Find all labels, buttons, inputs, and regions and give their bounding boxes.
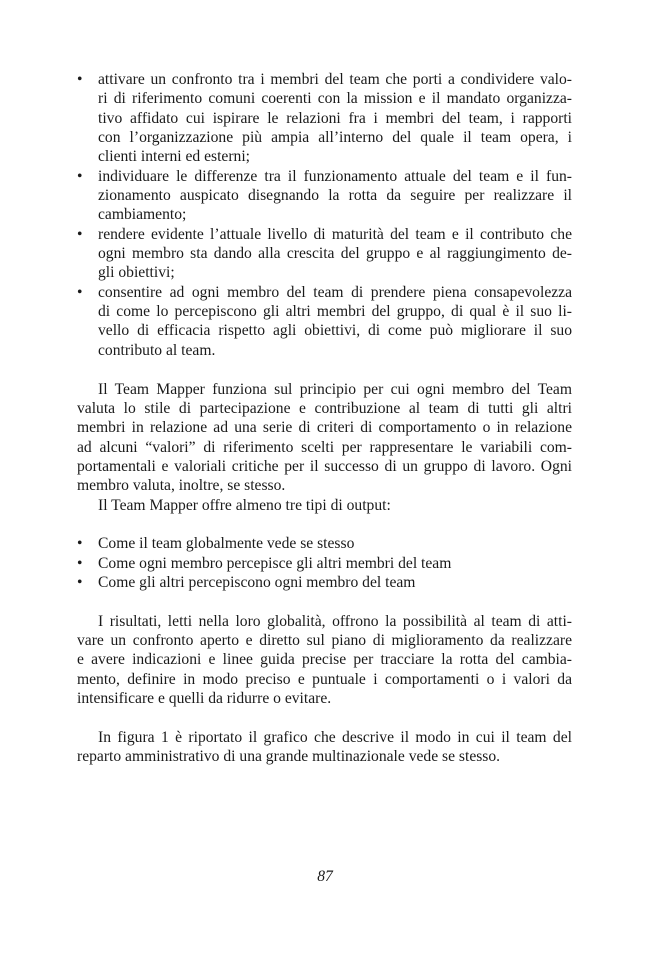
- text-line: membri in relazione ad una serie di criteri di comportamento o in relazione: [77, 419, 572, 437]
- text-line: portamentali e valoriali critiche per il successo di un gruppo di lavoro. Ogni: [77, 457, 572, 475]
- bullet-item: [77, 283, 572, 360]
- bullet-icon: •: [77, 535, 83, 553]
- paragraph: Il Team Mapper offre almeno tre tipi di output:: [98, 496, 391, 514]
- text-line: consentire ad ogni membro del team di prendere piena consapevolezza: [98, 283, 572, 301]
- paragraph: [77, 612, 572, 709]
- bullet-item: [77, 554, 572, 573]
- text-line: ri di riferimento comuni coerenti con la mission e il mandato organizza-: [98, 90, 572, 108]
- text-line: membro valuta, inoltre, se stesso.: [77, 477, 286, 495]
- text-line: zionamento auspicato disegnando la rotta da seguire per realizzare il: [98, 187, 572, 205]
- text-line: Il Team Mapper funziona sul principio per cui ogni membro del Team: [98, 380, 572, 398]
- text-line: Come ogni membro percepisce gli altri membri del team: [98, 554, 452, 572]
- text-line: di come lo percepiscono gli altri membri del gruppo, di qual è il suo li-: [98, 303, 572, 321]
- text-line: individuare le differenze tra il funzionamento attuale del team e il fun-: [98, 167, 572, 185]
- page-body: [77, 70, 572, 766]
- text-line: In figura 1 è riportato il grafico che descrive il modo in cui il team del: [98, 728, 572, 746]
- text-line: rendere evidente l’attuale livello di maturità del team e il contributo che: [98, 225, 572, 243]
- page-number: 87: [317, 868, 333, 885]
- text-line: reparto amministrativo di una grande multinazionale vede se stesso.: [77, 748, 501, 766]
- text-line: cambiamento;: [98, 206, 187, 224]
- text-line: intensificare e quelli da ridurre o evitare.: [77, 690, 332, 707]
- text-line: e avere indicazioni e linee guida precise per tracciare la rotta del cambia-: [77, 651, 572, 669]
- text-line: ad alcuni “valori” di riferimento scelti per rappresentare le variabili com-: [77, 438, 572, 456]
- text-line: Come gli altri percepiscono ogni membro del team: [98, 573, 416, 591]
- bullet-item: [77, 167, 572, 225]
- bullet-icon: •: [77, 167, 83, 185]
- text-line: mento, definire in modo preciso e puntuale i comportamenti o i valori da: [77, 670, 572, 688]
- bullet-icon: •: [77, 283, 83, 301]
- text-line: valuta lo stile di partecipazione e contribuzione al team di tutti gli altri: [77, 399, 572, 417]
- paragraph: [77, 728, 572, 767]
- text-line: attivare un confronto tra i membri del team che porti a condividere valo-: [98, 71, 572, 88]
- text-line: vello di efficacia rispetto agli obiettivi, di come può migliorare il suo: [98, 322, 572, 340]
- text-line: gli obiettivi;: [98, 264, 175, 282]
- text-line: ogni membro sta dando alla crescita del gruppo e al raggiungimento de-: [98, 245, 572, 263]
- bullet-item: [77, 225, 572, 283]
- text-line: vare un confronto aperto e diretto sul piano di miglioramento da realizzare: [77, 631, 572, 649]
- text-line: Come il team globalmente vede se stesso: [98, 535, 355, 553]
- text-line: contributo al team.: [98, 341, 216, 359]
- blank-line: [77, 592, 572, 611]
- bullet-item: [77, 70, 572, 167]
- text-line: clienti interni ed esterni;: [98, 148, 250, 166]
- blank-line: [77, 708, 572, 727]
- bullet-icon: •: [77, 573, 83, 591]
- bullet-item: [77, 573, 572, 592]
- bullet-icon: •: [77, 71, 83, 88]
- blank-line: [77, 515, 572, 534]
- bullet-icon: •: [77, 554, 83, 572]
- text-line: tivo affidato cui ispirare le relazioni fra i membri del team, i rapporti: [98, 109, 572, 127]
- paragraph: [77, 380, 572, 496]
- text-line: I risultati, letti nella loro globalità, offrono la possibilità al team di atti-: [98, 612, 572, 630]
- bullet-icon: •: [77, 225, 83, 243]
- blank-line: [77, 360, 572, 379]
- bullet-item: [77, 534, 572, 553]
- text-line: con l’organizzazione più ampia all’interno del quale il team opera, i: [98, 129, 572, 147]
